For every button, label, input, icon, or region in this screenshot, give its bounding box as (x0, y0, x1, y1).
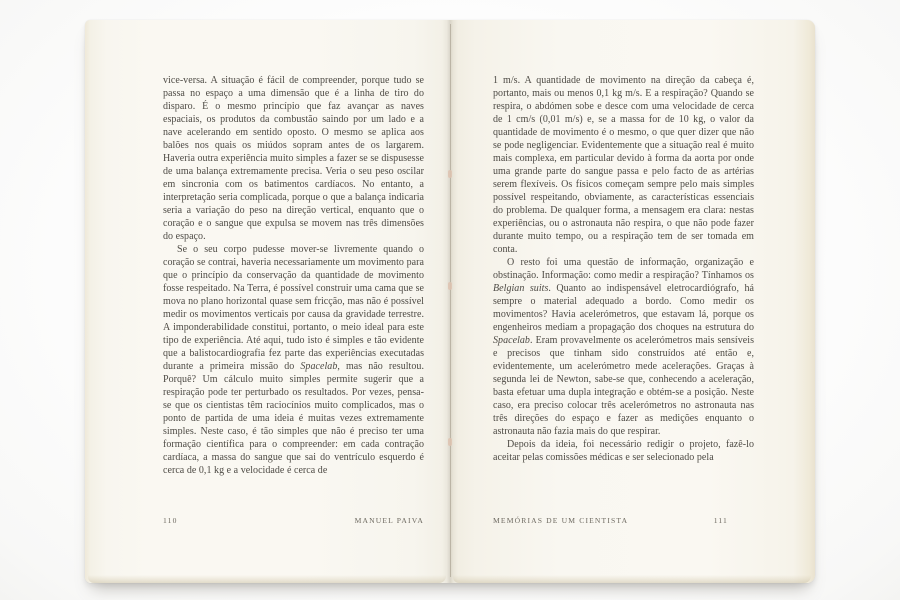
text-segment: . Eram provavelmente os acelerómetros mais sensíveis e precisos que tinham sido construídos até então e, evidentemente, um acelerómetro mede acelerações. Graças à segunda lei de Newton, sabe-se que, conhecendo a aceleração, basta efetuar uma dupla integração e obtém-se a posição. Neste caso, era preciso colocar três acelerómetros no astronauta nas três direções do espaço e fazer as medições enquanto o astronauta não fazia mais do que respirar. (493, 335, 754, 437)
right-page (450, 20, 815, 583)
paragraph (493, 74, 754, 256)
text-segment: Depois da ideia, foi necessário redigir o projeto, fazê-lo aceitar pelas comissões médicas e ser selecionado pela (493, 439, 754, 463)
italic-text-segment: Spacelab (300, 361, 338, 372)
open-book (85, 20, 815, 583)
text-segment: , mas não resultou. Porquê? Um cálculo muito simples permite sugerir que a respiração pode ter perturbado os resultados. Por vezes, pensa-se que os cientistas têm raciocínios muito complicados, mas o ponto de partida de uma ideia é muitas vezes extremamente simples. Neste caso, é tão simples que não é preciso ter uma formação científica para o compreender: em cada contração cardíaca, a massa do sangue que sai do ventrículo esquerdo é cerca de 0,1 kg e a velocidade é cerca de (163, 361, 424, 476)
gutter-line (450, 24, 451, 577)
text-segment: vice-versa. A situação é fácil de compreender, porque tudo se passa no espaço a uma dimensão que é a linha de tiro do disparo. É o mesmo princípio que faz avançar as naves espaciais, os produtos da combustão saindo por um lado e a nave acelerando em sentido oposto. O mesmo se aplica aos balões nos quais os miúdos sopram antes de os largarem. Haveria outra experiência muito simples a fazer se se dispusesse de uma balança extremamente precisa. Veria o seu peso oscilar em sincronia com os batimentos cardíacos. No entanto, a interpretação seria complicada, porque o que a balança indicaria seria a variação do peso na direção vertical, enquanto que o coração e o sangue que expulsa se movem nas três dimensões do espaço. (163, 75, 424, 242)
left-page (85, 20, 450, 583)
left-page-footer (163, 516, 424, 525)
right-page-number: 111 (713, 516, 728, 525)
right-page-text (493, 74, 754, 464)
left-page-number: 110 (163, 516, 178, 525)
paragraph (163, 243, 424, 477)
paragraph (163, 74, 424, 243)
spine-stitch-thread (448, 282, 452, 290)
spine-stitch-thread (448, 170, 452, 178)
text-segment: 1 m/s. A quantidade de movimento na direção da cabeça é, portanto, mais ou menos 0,1 kg m/s. E a respiração? Quando se respira, o abdómen sobe e desce com uma velocidade de cerca de 1 cm/s (0,01 m/s) e, se a massa for de 10 kg, o valor da quantidade de movimento é o mesmo, o que quer dizer que não se pode negligenciar. Evidentemente que a situação real é muito mais complexa, em particular devido à forma da aorta por onde uma grande parte do sangue passa e pelo facto de as artérias serem flexíveis. Os físicos começam sempre pelo mais simples possível respeitando, obviamente, as características essenciais do problema. De qualquer forma, a mensagem era clara: nestas experiências, ou o astronauta não respira, o que não pode fazer durante muito tempo, ou a respiração tem de ser tomada em conta. (493, 75, 754, 255)
right-running-head: MEMÓRIAS DE UM CIENTISTA (493, 516, 629, 525)
page-stack-bottom-edge (88, 575, 446, 583)
left-page-text (163, 74, 424, 477)
book-spine-gutter (442, 20, 458, 583)
left-running-head: MANUEL PAIVA (354, 516, 424, 525)
italic-text-segment: Belgian suits (493, 283, 549, 294)
text-segment: Se o seu corpo pudesse mover-se livremente quando o coração se contrai, haveria necessariamente um movimento para que o princípio da conservação da quantidade de movimento fosse respeitado. Na Terra, é possível construir uma cama que se mova no plano horizontal quase sem fricção, mas não é possível medir os movimentos verticais por causa da gravidade terrestre. A imponderabilidade constitui, portanto, o meio ideal para este tipo de experiência. Até aqui, tudo isto é simples e tão evidente que a balistocardiografia fez parte das experiências executadas durante a primeira missão do (163, 244, 424, 372)
paragraph (493, 438, 754, 464)
paragraph (493, 256, 754, 438)
italic-text-segment: Spacelab (493, 335, 530, 346)
right-page-footer (493, 516, 754, 525)
page-stack-bottom-edge (453, 575, 811, 583)
text-segment: O resto foi uma questão de informação, organização e obstinação. Informação: como medir a respiração? Tínhamos os (493, 257, 754, 281)
text-segment: . Quanto ao indispensável eletrocardiógrafo, há sempre o material adequado a bordo. Como medir os movimentos? Havia acelerómetros, que estavam lá, porque os engenheiros mediam a propagação dos choques na estrutura do (493, 283, 754, 333)
spine-stitch-thread (448, 438, 452, 446)
